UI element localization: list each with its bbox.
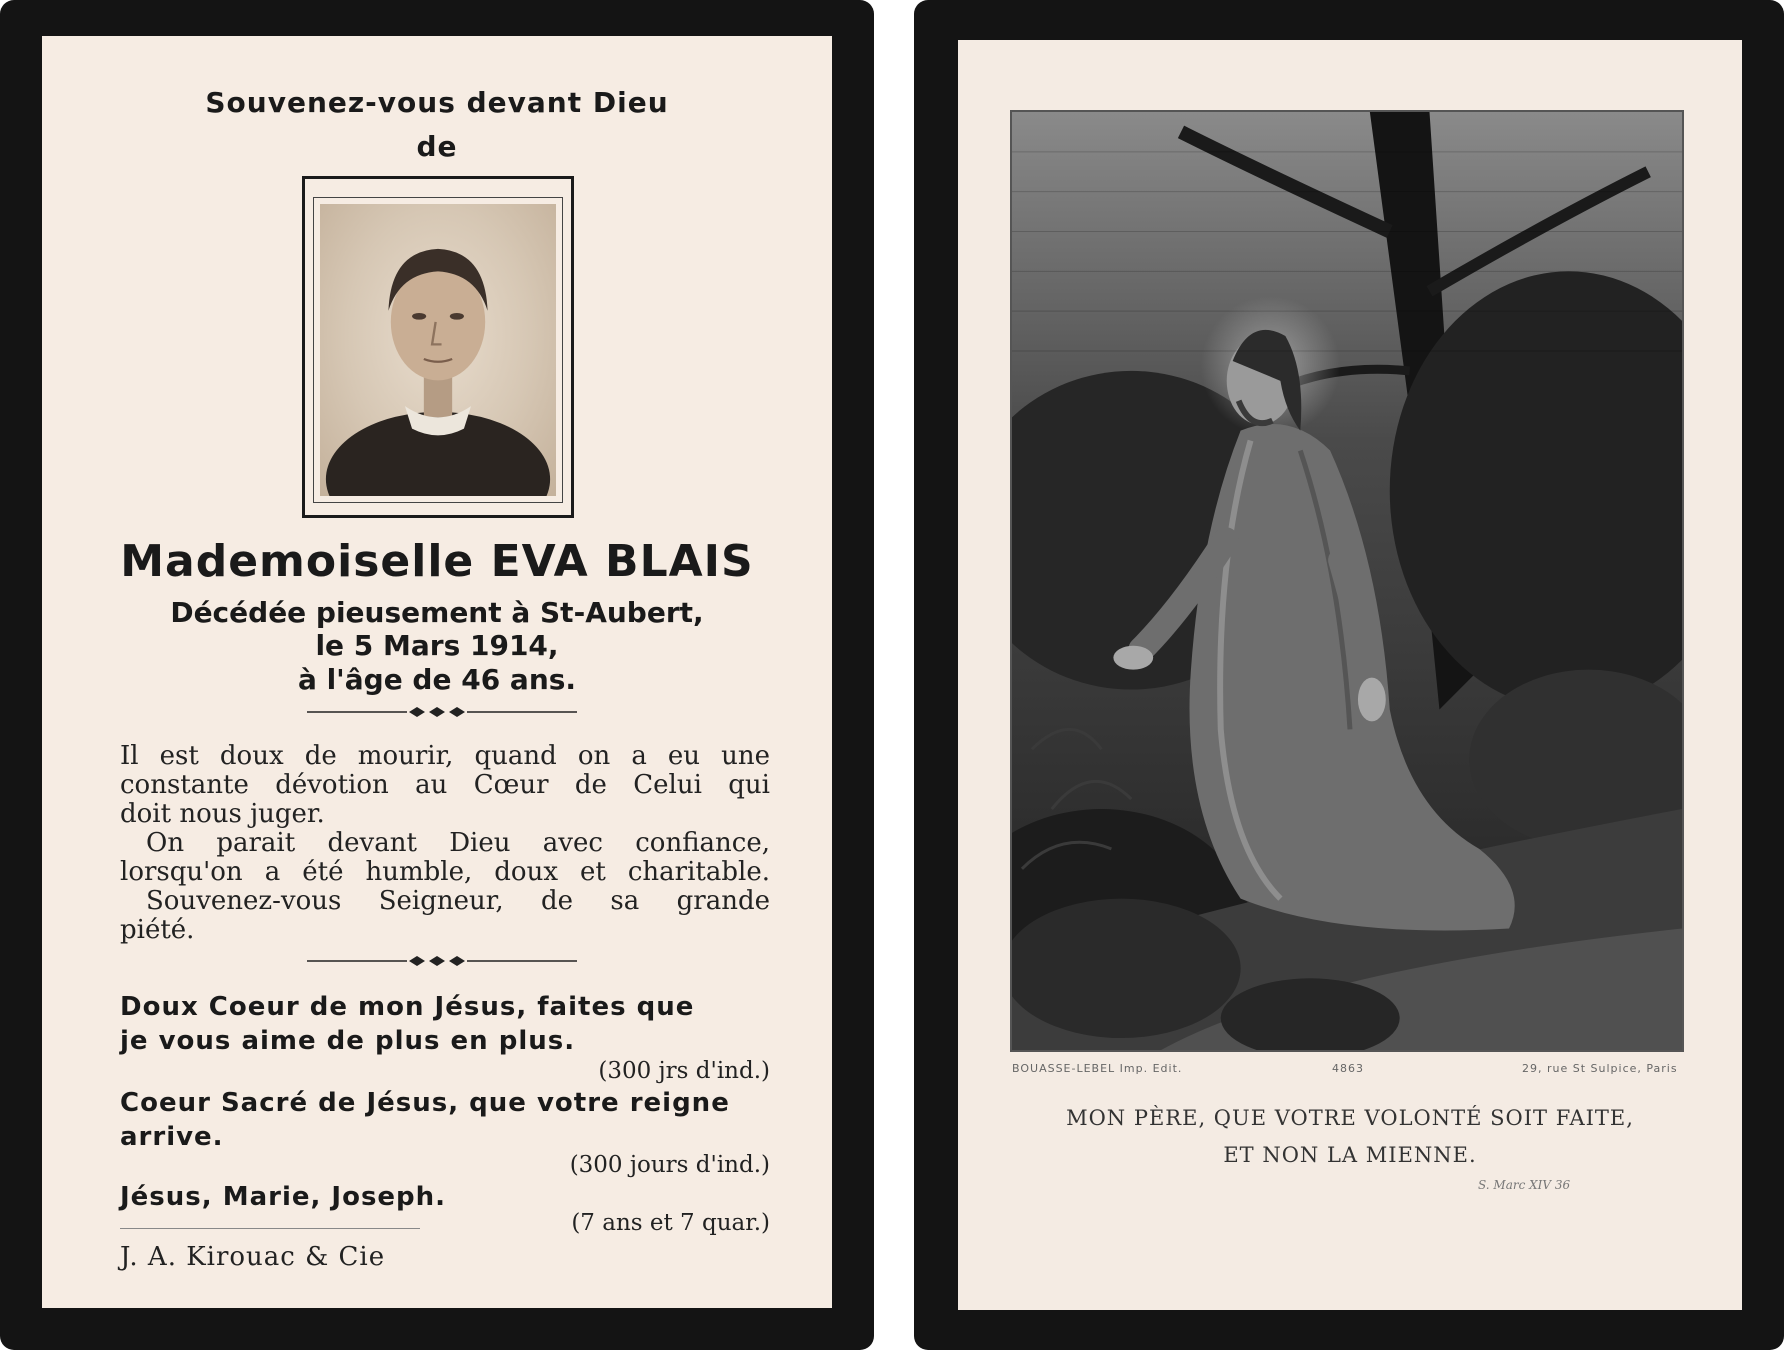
imprint-number: 4863: [1332, 1062, 1364, 1075]
prayer-line: Coeur Sacré de Jésus, que votre reigne: [120, 1088, 730, 1118]
bible-citation: S. Marc XIV 36: [1478, 1178, 1571, 1192]
prayer-line: je vous aime de plus en plus.: [120, 1026, 576, 1056]
caption-line-2: ET NON LA MIENNE.: [1223, 1143, 1477, 1167]
verse-line: lorsqu'on a été humble, doux et charitable.: [120, 857, 770, 887]
portrait-inner-border: [313, 197, 563, 503]
imprint-address: 29, rue St Sulpice, Paris: [1522, 1062, 1678, 1075]
deceased-name: Mademoiselle EVA BLAIS: [120, 536, 754, 587]
prayer-line: Doux Coeur de mon Jésus, faites que: [120, 992, 695, 1022]
ornamental-divider: [307, 954, 577, 968]
ornamental-divider: [307, 705, 577, 719]
death-date: le 5 Mars 1914,: [315, 629, 559, 662]
publisher-rule: [120, 1228, 420, 1229]
portrait-photo: [320, 204, 556, 496]
verse-line: Il est doux de mourir, quand on a eu une: [120, 741, 770, 771]
heading-line-2: de: [416, 130, 458, 163]
memorial-card-back: [914, 0, 1784, 1350]
indulgence-note: (300 jrs d'ind.): [598, 1058, 770, 1084]
publisher-name: J. A. Kirouac & Cie: [120, 1242, 386, 1272]
prayer-line: arrive.: [120, 1122, 224, 1152]
indulgence-note: (7 ans et 7 quar.): [571, 1210, 770, 1236]
verse-line: Souvenez-vous Seigneur, de sa grande: [146, 886, 770, 916]
verse-line: On parait devant Dieu avec confiance,: [146, 828, 770, 858]
card-paper: [958, 40, 1742, 1310]
heading-line-1: Souvenez-vous devant Dieu: [205, 86, 669, 119]
card-paper: [42, 36, 832, 1308]
death-place: Décédée pieusement à St-Aubert,: [170, 596, 704, 629]
imprint-publisher: BOUASSE-LEBEL Imp. Edit.: [1012, 1062, 1183, 1075]
verse-line: constante dévotion au Cœur de Celui qui: [120, 770, 770, 800]
memorial-card-front: [0, 0, 874, 1350]
portrait-frame: [302, 176, 574, 518]
verse-line: piété.: [120, 915, 195, 945]
engraving-christ-in-gethsemane: [1010, 110, 1684, 1052]
indulgence-note: (300 jours d'ind.): [569, 1152, 770, 1178]
death-age: à l'âge de 46 ans.: [297, 663, 577, 696]
verse-line: doit nous juger.: [120, 799, 325, 829]
prayer-line: Jésus, Marie, Joseph.: [120, 1182, 447, 1212]
caption-line-1: MON PÈRE, QUE VOTRE VOLONTÉ SOIT FAITE,: [1066, 1106, 1634, 1130]
